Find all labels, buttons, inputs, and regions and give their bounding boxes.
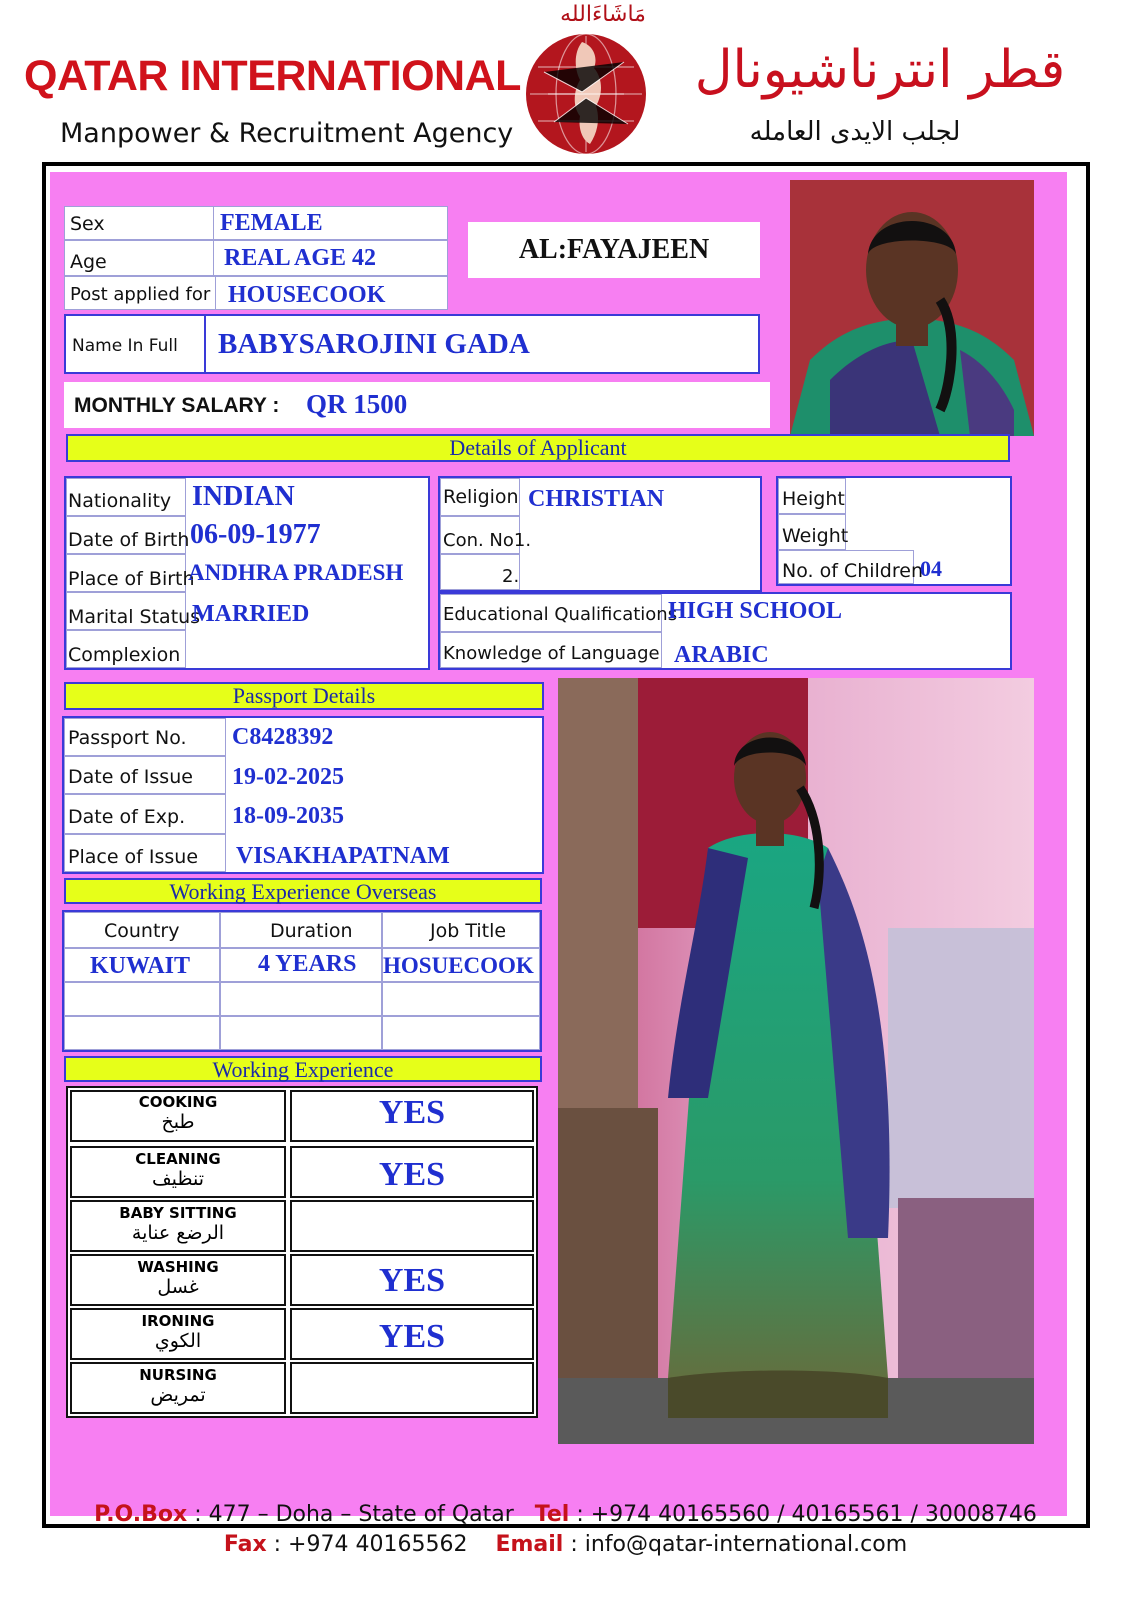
salary-value: QR 1500 [306,389,408,419]
skill-name-ar: تنظيف [151,1168,204,1190]
issue-date-label: Date of Issue [68,766,193,788]
company-subtitle-en: Manpower & Recruitment Agency [60,118,514,149]
skill-washing [70,1258,286,1298]
skill-name-ar: تمريض [150,1384,206,1406]
table-row [220,1016,382,1050]
email-label[interactable]: Email [495,1532,564,1557]
edu-value: HIGH SCHOOL [668,598,843,624]
table-row [382,1016,540,1050]
skill-ironing-value: YES [378,1318,446,1355]
mashallah-text: مَاشَاءَالله [560,2,646,27]
fax-value: : +974 40165562 [273,1532,468,1557]
skill-ironing [70,1312,286,1352]
place-issue-value: VISAKHAPATNAM [236,843,450,869]
skill-cooking [70,1093,286,1133]
passport-no-label: Passport No. [68,727,187,749]
nationality-value: INDIAN [192,481,295,512]
skill-cooking-value: YES [378,1094,446,1131]
con2-label: 2. [502,566,520,587]
con1-label: Con. No1. [443,530,532,551]
lang-label: Knowledge of Language [443,643,660,664]
experience-header: Working Experience [64,1056,542,1082]
col-job-label: Job Title [430,920,507,942]
overseas-country: KUWAIT [90,953,191,979]
post-value: HOUSECOOK [228,282,386,308]
skill-name-ar: الرضع عناية [131,1222,225,1244]
lang-value: ARABIC [674,642,769,668]
col-country-label: Country [104,920,180,942]
footer-address-line [0,1502,1131,1527]
children-value: 04 [920,556,942,581]
age-value: REAL AGE 42 [224,245,377,271]
skill-name-en: BABY SITTING [119,1204,237,1222]
passport-no-value: C8428392 [232,724,334,750]
skill-name-ar: غسل [157,1276,199,1298]
height-label: Height [782,488,845,510]
skill-cleaning [70,1150,286,1190]
sex-value: FEMALE [220,210,323,236]
nationality-label: Nationality [68,490,172,512]
weight-label: Weight [782,525,849,547]
tel-value: : +974 40165560 / 40165561 / 30008746 [576,1502,1037,1527]
company-name-en: QATAR INTERNATIONAL [24,52,521,100]
exp-date-label: Date of Exp. [68,806,186,828]
company-name-ar: قطر انترناشيونال [694,40,1066,100]
table-row [64,982,220,1016]
marital-value: MARRIED [192,601,310,627]
skill-name-en: IRONING [141,1312,215,1330]
passport-header: Passport Details [64,682,544,710]
skill-value-cell [290,1200,534,1252]
edu-label: Educational Qualifications [443,604,678,625]
overseas-duration: 4 YEARS [258,951,357,977]
dob-label: Date of Birth [68,529,190,551]
sex-label: Sex [70,213,105,235]
skill-baby-sitting [70,1204,286,1244]
skill-name-ar: الكوي [154,1330,202,1352]
applicant-full-photo [558,678,1034,1444]
skill-name-en: COOKING [138,1093,218,1111]
skill-value-cell [290,1362,534,1414]
col-duration-label: Duration [270,920,353,942]
complexion-label: Complexion [68,644,181,666]
fax-label: Fax [223,1532,267,1557]
tel-label: Tel [534,1502,570,1527]
name-label: Name In Full [72,336,178,356]
pob-value: ANDHRA PRADESH [188,560,404,585]
post-label: Post applied for [70,284,211,305]
details-header: Details of Applicant [66,434,1010,462]
issue-date-value: 19-02-2025 [232,764,344,790]
company-logo [524,32,648,156]
religion-label: Religion [443,486,519,508]
skill-washing-value: YES [378,1262,446,1299]
dob-value: 06-09-1977 [190,519,321,550]
name-value: BABYSAROJINI GADA [218,328,530,360]
applicant-portrait-photo [790,180,1034,436]
skill-name-en: CLEANING [135,1150,221,1168]
skill-nursing [70,1366,286,1406]
marital-label: Marital Status [68,606,201,628]
children-label: No. of Children [782,560,923,582]
email-link[interactable]: : info@qatar-international.com [570,1532,908,1557]
religion-value: CHRISTIAN [528,486,665,512]
salary-label: MONTHLY SALARY : [74,394,280,417]
table-row [220,982,382,1016]
table-row [64,1016,220,1050]
skill-name-ar: طبخ [161,1111,195,1133]
footer-contact-line [0,1532,1131,1557]
table-row [382,982,540,1016]
skill-cleaning-value: YES [378,1156,446,1193]
overseas-header: Working Experience Overseas [64,878,542,904]
pobox-value: : 477 – Doha – State of Qatar [194,1502,514,1527]
agency-code: AL:FAYAJEEN [518,234,710,265]
skill-name-en: WASHING [137,1258,219,1276]
pob-label: Place of Birth [68,568,195,590]
age-label: Age [70,251,107,273]
place-issue-label: Place of Issue [68,846,199,868]
company-subtitle-ar: لجلب الايدى العامله [749,117,961,147]
overseas-job: HOSUECOOK [383,953,534,978]
exp-date-value: 18-09-2035 [232,803,344,829]
pobox-label: P.O.Box [94,1502,188,1527]
skill-name-en: NURSING [139,1366,217,1384]
